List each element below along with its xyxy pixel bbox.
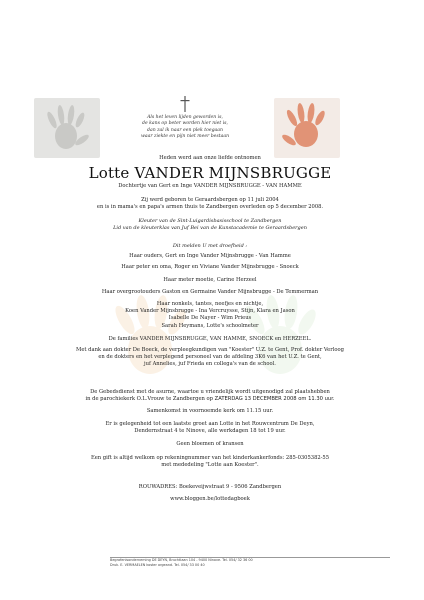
ceremony-location: in de parochiekerk O.L.Vrouw te Zandbergen op xyxy=(85,396,213,402)
family-line: Haar nonkels, tantes, neefjes en nichtje, xyxy=(156,301,264,307)
family-line: Sarah Heymans, Lotte's schoolmeter xyxy=(161,323,259,329)
family-line: Haar meter moetie, Carine Herzeel xyxy=(163,277,257,283)
handprint-right-image xyxy=(274,98,340,158)
families-line: De families VANDER MIJNSBRUGGE, VAN HAMME, SNOECK en HERZEEL. xyxy=(108,336,312,342)
announce-line: Dit melden U met droefheid : xyxy=(172,243,248,249)
gift-line: Een gift is altijd welkom op rekeningnummer van het kinderkankerfonds: 285-0305382-55 xyxy=(90,455,330,461)
poem-line: waar ziekte en pijn niet meer bestaan xyxy=(140,134,230,140)
printer-footer xyxy=(110,557,390,568)
death-line: en is in mama's en papa's armen thuis te Zandbergen overleden op 5 december 2008. xyxy=(96,204,324,210)
address-line: ROUWADRES: Boekeveijwstraat 9 - 9506 Zandbergen xyxy=(138,484,282,490)
family-line: Haar ouders, Gert en Inge Vander Mijnsbrugge - Van Hamme xyxy=(129,253,291,259)
no-flowers-line: Geen bloemen of kransen xyxy=(176,441,244,447)
school-line-1: Kleuter van de Sint-Luigardisbasisschool te Zandbergen xyxy=(138,218,282,224)
school-line-2: Lid van de kleuterklas van Juf Bei van de Kunstacademie te Geraardsbergen xyxy=(113,225,307,231)
family-line: Haar peter en oma, Roger en Viviane Vander Mijnsbrugge - Snoeck xyxy=(121,264,299,270)
handprint-left-image xyxy=(34,98,100,158)
ceremony-line: De Gebedsdienst met de asurne, waartoe u vriendelijk wordt uitgenodigd zal plaatshebben xyxy=(90,389,330,395)
website-link[interactable]: www.bloggen.be/lottedagboek xyxy=(170,496,250,502)
thanks-line: juf Annelies, juf Frieda en collega's van de school. xyxy=(144,361,276,367)
footer-line-2: Druk. E. VERMAELEN koster orgeand. Tel. 054/ 33 00 40 xyxy=(110,563,205,567)
gift-line: met mededeling "Lotte aan Koester". xyxy=(161,462,259,468)
farewell-line: Dendernstraat 4 te Ninove, alle werkdagen 18 tot 19 uur. xyxy=(134,428,286,434)
farewell-line: Er is gelegenheid tot een laatste groet aan Lotte in het Rouwcentrum De Deyn, xyxy=(105,421,315,427)
gathering-line: Samenkomst in voornoemde kerk om 11.15 uur. xyxy=(146,408,274,414)
ceremony-date: ZATERDAG 13 DECEMBER 2008 om 11.30 uur. xyxy=(214,396,335,402)
ceremony-line-2 xyxy=(20,396,400,403)
poem xyxy=(100,115,270,141)
parents-line: Dochtertje van Gert en Inge VANDER MIJNSBRUGGE - VAN HAMME xyxy=(118,183,302,189)
poem-line: dan zal ik naar een plek toegaan xyxy=(147,127,223,133)
intro-text: Heden werd aan onze liefde ontnomen xyxy=(159,155,261,161)
family-line: Isabelle De Nayer - Wim Prieus xyxy=(168,315,252,321)
cross-icon xyxy=(179,96,191,112)
poem-line: de kans op beter worden hier niet is, xyxy=(142,121,228,127)
footer-line-1: Begrafenisonderneming DE DEYN, Bruchtlaan 104 - 9400 Ninove. Tel. 054/ 32 36 00 xyxy=(110,558,253,562)
poem-line: Als het leven lijden geworden is, xyxy=(147,115,223,120)
deceased-name: Lotte VANDER MIJNSBRUGGE xyxy=(88,164,332,182)
thanks-line: en de dokters en het verplegend personeel van de afdeling 3K6 van het U.Z. te Gent, xyxy=(98,354,322,360)
family-line: Haar overgrootouders Gaston en Germaine Vander Mijnsbrugge - De Temmerman xyxy=(101,289,319,295)
family-line: Koen Vander Mijnsbrugge - Ina Vercruysse, Stijn, Klara en Jason xyxy=(125,308,295,314)
birth-line: Zij werd geboren te Geraardsbergen op 11 juli 2004 xyxy=(141,197,279,203)
thanks-line: Met dank aan dokter De Boeck, de verpleegkundigen van "Koester" U.Z. te Gent, Prof. dokter Verloog xyxy=(76,347,344,353)
